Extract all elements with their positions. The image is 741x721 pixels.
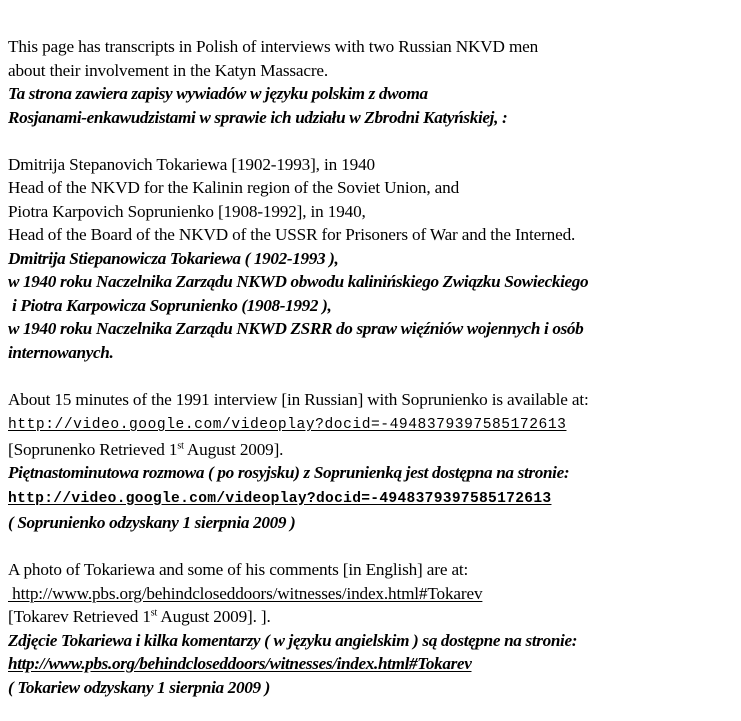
retrieved-prefix: [Tokarev Retrieved 1 [8, 607, 151, 626]
pbs-link-polish[interactable]: http://www.pbs.org/behindcloseddoors/witnesses/index.html#Tokarev [8, 654, 472, 673]
intro-polish-line-2: Rosjanami-enkawudzistami w sprawie ich udziału w Zbrodni Katyńskiej, : [8, 107, 508, 127]
people-english-line-3: Piotra Karpovich Soprunienko [1908-1992], in 1940, [8, 201, 366, 221]
document-page [8, 35, 738, 699]
paragraph-gap [8, 535, 738, 559]
paragraph-gap [8, 364, 738, 388]
people-polish-line-5: internowanych. [8, 342, 114, 362]
people-english-line-4: Head of the Board of the NKVD of the USSR for Prisoners of War and the Interned. [8, 225, 576, 244]
interview-polish-retrieved: ( Soprunienko odzyskany 1 sierpnia 2009 ) [8, 513, 296, 532]
people-polish-line-2: w 1940 roku Naczelnika Zarządu NKWD obwodu kalinińskiego Związku Sowieckiego [8, 272, 589, 291]
intro-polish-line-1: Ta strona zawiera zapisy wywiadów w języku polskim z dwoma [8, 84, 428, 103]
retrieved-prefix: [Soprunenko Retrieved 1 [8, 439, 178, 459]
video-link[interactable]: http://video.google.com/videoplay?docid=-4948379397585172613 [8, 417, 567, 433]
video-link-polish[interactable]: http://video.google.com/videoplay?docid=-4948379397585172613 [8, 490, 552, 507]
intro-english-line-1: This page has transcripts in Polish of interviews with two Russian NKVD men [8, 37, 539, 56]
ordinal-suffix: st [177, 439, 184, 451]
photo-english-line: A photo of Tokariewa and some of his comments [in English] are at: [8, 560, 469, 579]
photo-polish-line: Zdjęcie Tokariewa i kilka komentarzy ( w języku angielskim ) są dostępne na stronie: [8, 630, 578, 650]
pbs-link[interactable]: http://www.pbs.org/behindcloseddoors/witnesses/index.html#Tokarev [8, 583, 483, 603]
retrieved-suffix: August 2009]. [183, 439, 284, 459]
paragraph-gap [8, 129, 738, 153]
people-polish-line-3: i Piotra Karpowicza Soprunienko (1908-1992 ), [8, 295, 332, 315]
interview-english-line: About 15 minutes of the 1991 interview [in Russian] with Soprunienko is available at: [8, 389, 589, 409]
photo-retrieved-line [8, 605, 738, 629]
people-polish-line-1: Dmitrija Stiepanowicza Tokariewa ( 1902-1993 ), [8, 248, 339, 268]
people-english-line-1: Dmitrija Stepanovich Tokariewa [1902-1993], in 1940 [8, 154, 375, 174]
people-english-line-2: Head of the NKVD for the Kalinin region of the Soviet Union, and [8, 178, 460, 197]
people-polish-line-4: w 1940 roku Naczelnika Zarządu NKWD ZSRR do spraw więźniów wojennych i osób [8, 319, 584, 338]
ordinal-suffix: st [150, 607, 158, 619]
interview-retrieved-line [8, 438, 738, 462]
interview-polish-line: Piętnastominutowa rozmowa ( po rosyjsku) z Soprunienką jest dostępna na stronie: [8, 463, 570, 482]
retrieved-suffix: August 2009]. ]. [157, 607, 271, 626]
photo-polish-retrieved: ( Tokariew odzyskany 1 sierpnia 2009 ) [8, 677, 271, 697]
intro-english-line-2: about their involvement in the Katyn Massacre. [8, 60, 329, 80]
